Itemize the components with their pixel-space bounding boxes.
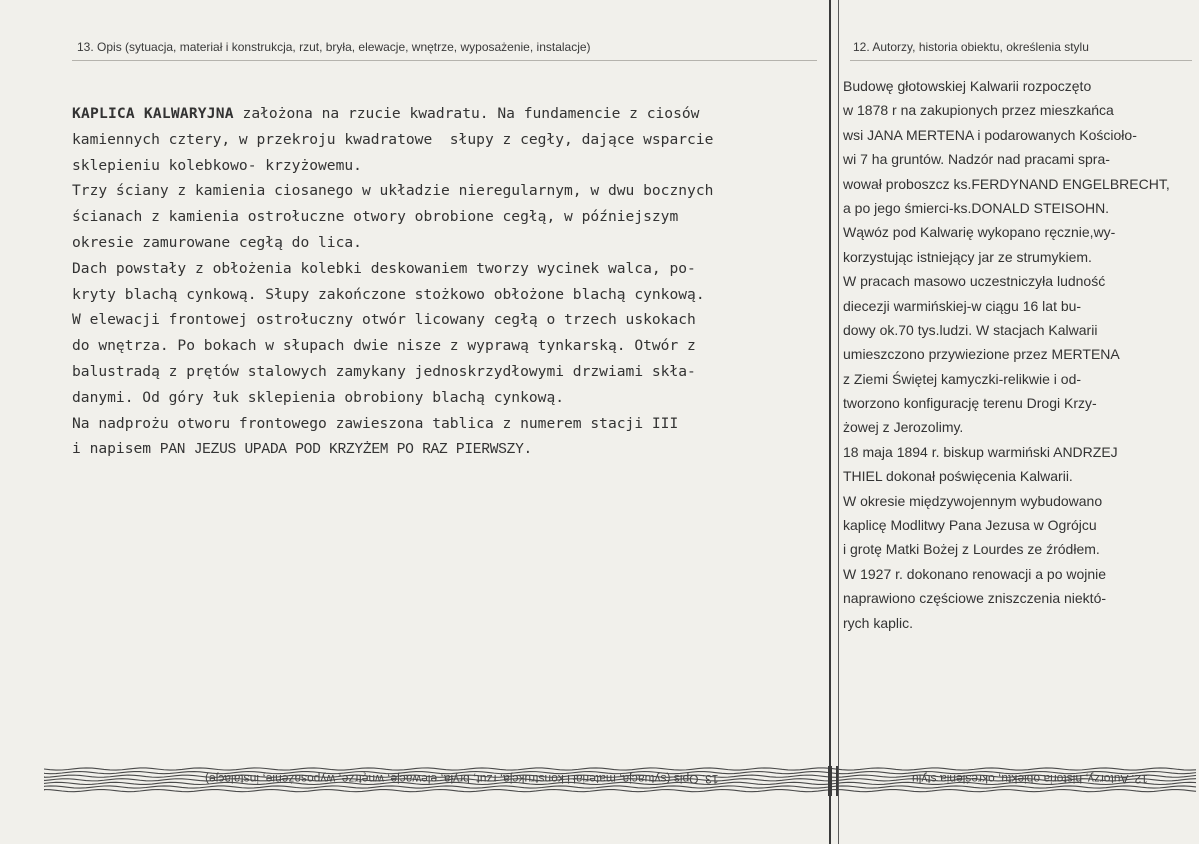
description-line: do wnętrza. Po bokach w słupach dwie nisze z wyprawą tynkarską. Otwór z [72,337,696,355]
history-line: a po jego śmierci-ks.DONALD STEISOHN. [843,199,1110,216]
history-line: tworzono konfigurację terenu Drogi Krzy- [843,395,1097,412]
history-line: W 1927 r. dokonano renowacji a po wojnie [843,565,1107,582]
history-line: rych kaplic. [843,614,914,631]
history-line: i grotę Matki Bożej z Lourdes ze źródłem. [843,541,1100,558]
history-line: W okresie międzywojennym wybudowano [843,492,1103,509]
description-line: ścianach z kamienia ostrołuczne otwory obrobione cegłą, w późniejszym [72,208,679,226]
history-line: wsi JANA MERTENA i podarowanych Kościoło- [843,126,1137,143]
description-line: okresie zamurowane cegłą do lica. [72,233,362,251]
history-line: naprawiono częściowe zniszczenia niektó- [843,590,1107,607]
description-text [72,101,832,462]
description-lead: KAPLICA KALWARYJNA [72,105,234,122]
description-line: Trzy ściany z kamienia ciosanego w układzie nieregularnym, w dwu bocznych [72,182,714,200]
wave-line [44,786,1196,788]
history-line: umieszczono przywiezione przez MERTENA [843,346,1120,363]
history-text [843,74,1193,635]
description-line: Na nadprożu otworu frontowego zawieszona tablica z numerem stacji III [72,414,679,432]
history-line: wi 7 ha gruntów. Nadzór nad pracami spra- [843,151,1110,168]
history-line: kaplicę Modlitwy Pana Jezusa w Ogrójcu [843,517,1097,534]
description-line: Dach powstały z obłożenia kolebki deskowaniem tworzy wycinek walca, po- [72,259,696,277]
history-line: dowy ok.70 tys.ludzi. W stacjach Kalwarii [843,321,1098,338]
header-rule-left [72,60,817,61]
section-13-header: 13. Opis (sytuacja, materiał i konstrukcja, rzut, bryła, elewacje, wnętrze, wyposażenie, instalacje) [77,40,591,54]
description-line [72,436,832,462]
description-line: kamiennych cztery, w przekroju kwadratowe słupy z cegły, dające wsparcie [72,130,714,148]
inscription-text: PAN JEZUS UPADA POD KRZYŻEM PO RAZ PIERWSZY. [159,442,533,459]
description-line: danymi. Od góry łuk sklepienia obrobiony blachą cynkową. [72,388,565,406]
history-line: Wąwóz pod Kalwarię wykopano ręcznie,wy- [843,224,1116,241]
band-divider [828,766,832,796]
history-line: diecezji warmińskiej-w ciągu 16 lat bu- [843,297,1082,314]
description-line: sklepieniu kolebkowo- krzyżowemu. [72,156,362,174]
description-line: kryty blachą cynkową. Słupy zakończone stożkowo obłożone blachą cynkową. [72,285,705,303]
description-rest: założona na rzucie kwadratu. Na fundamencie z ciosów [233,105,700,122]
history-line: Budowę głotowskiej Kalwarii rozpoczęto [843,78,1092,94]
description-line: balustradą z prętów stalowych zamykany jednoskrzydłowymi drzwiami skła- [72,362,696,380]
column-divider-thin [838,0,839,844]
footer-mirror-right: 12. Autorzy, historia obiektu, określenia stylu [912,772,1148,786]
history-line: THIEL dokonał poświęcenia Kalwarii. [843,468,1073,485]
section-12-header: 12. Autorzy, historia obiektu, określenia stylu [853,40,1089,54]
wave-line [44,768,1196,770]
history-line: żowej z Jerozolimy. [843,419,964,436]
history-line: z Ziemi Świętej kamyczki-relikwie i od- [843,370,1082,387]
history-line: w 1878 r na zakupionych przez mieszkańca [843,102,1114,119]
history-line: wował proboszcz ks.FERDYNAND ENGELBRECHT, [843,175,1170,192]
history-line: W pracach masowo uczestniczyła ludność [843,273,1106,290]
description-line: W elewacji frontowej ostrołuczny otwór licowany cegłą o trzech uskokach [72,311,696,329]
footer-mirror-left: 13. Opis (sytuacja, materiał i konstrukcja, rzut, bryła, elewacje, wnętrze, wyposażenie, instalacje) [205,772,719,786]
band-divider [836,766,838,796]
wave-line [44,790,1196,792]
header-rule-right [850,60,1192,61]
history-line: 18 maja 1894 r. biskup warmiński ANDRZEJ [843,443,1118,460]
description-prefix: i napisem [72,440,160,458]
history-line: korzystując istniejący jar ze strumykiem. [843,248,1092,265]
description-line [72,101,832,127]
